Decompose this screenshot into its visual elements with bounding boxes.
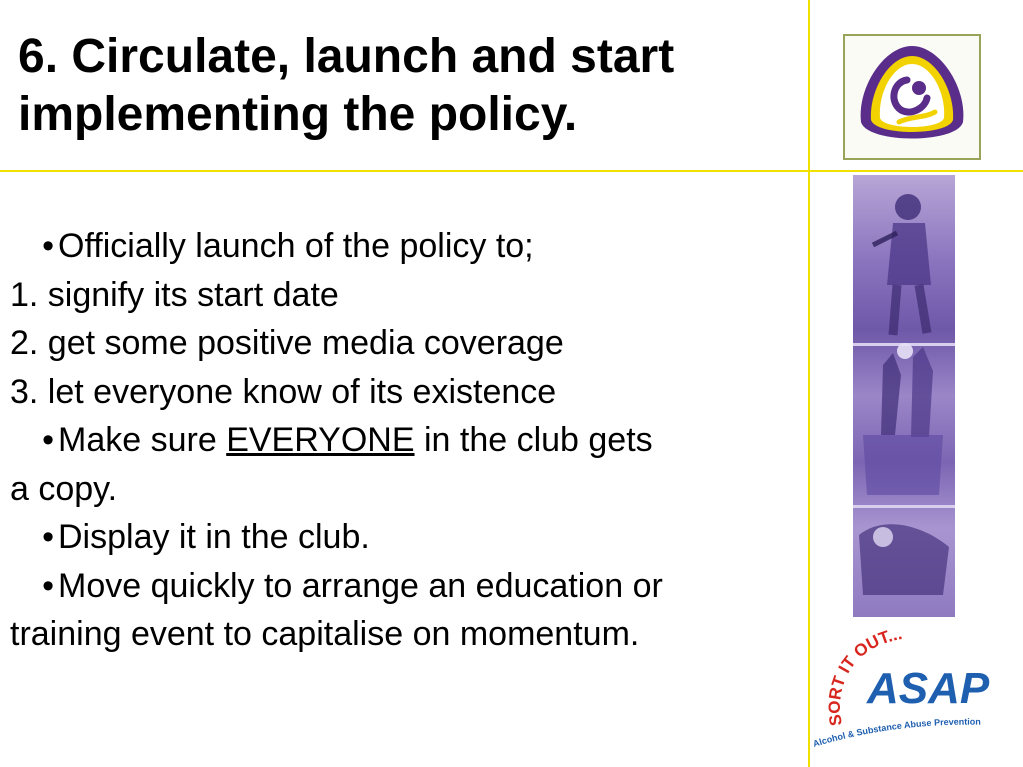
bullet-continuation: training event to capitalise on momentum. [10,615,640,653]
players-image-icon [853,175,955,617]
numbered-item: 1. signify its start date [10,275,339,314]
bullet-text: Officially launch of the policy to; [58,227,534,265]
bullet-item [10,562,810,611]
asap-logo-icon [812,625,1017,760]
slide-body [10,222,810,659]
emphasis-text: EVERYONE [226,421,415,459]
bullet-item [10,416,810,465]
asap-logo [812,625,1017,760]
horizontal-divider [0,170,1023,172]
asap-wordmark: ASAP [867,664,990,713]
club-logo [843,34,981,160]
bullet-text-pre: Make sure [58,421,227,459]
numbered-item: 3. let everyone know of its existence [10,372,557,411]
club-crest-icon [845,36,979,158]
bullet-dot: • [42,421,54,459]
bullet-dot: • [42,518,54,556]
arc-text: SORT IT OUT... [825,625,904,728]
bullet-item [10,222,810,271]
bullet-text: Display it in the club. [58,518,370,556]
bullet-dot: • [42,227,54,265]
sports-photo-strip [853,175,955,617]
bullet-continuation: a copy. [10,469,118,508]
bullet-dot: • [42,566,54,605]
numbered-item: 2. get some positive media coverage [10,324,564,362]
bullet-text-post: in the club gets [414,421,653,459]
bullet-item [10,513,810,562]
bullet-text: Move quickly to arrange an education or [58,566,663,605]
asap-tagline: Alcohol & Substance Abuse Prevention [812,716,981,749]
slide-title: 6. Circulate, launch and start implementing the policy. [18,30,675,141]
